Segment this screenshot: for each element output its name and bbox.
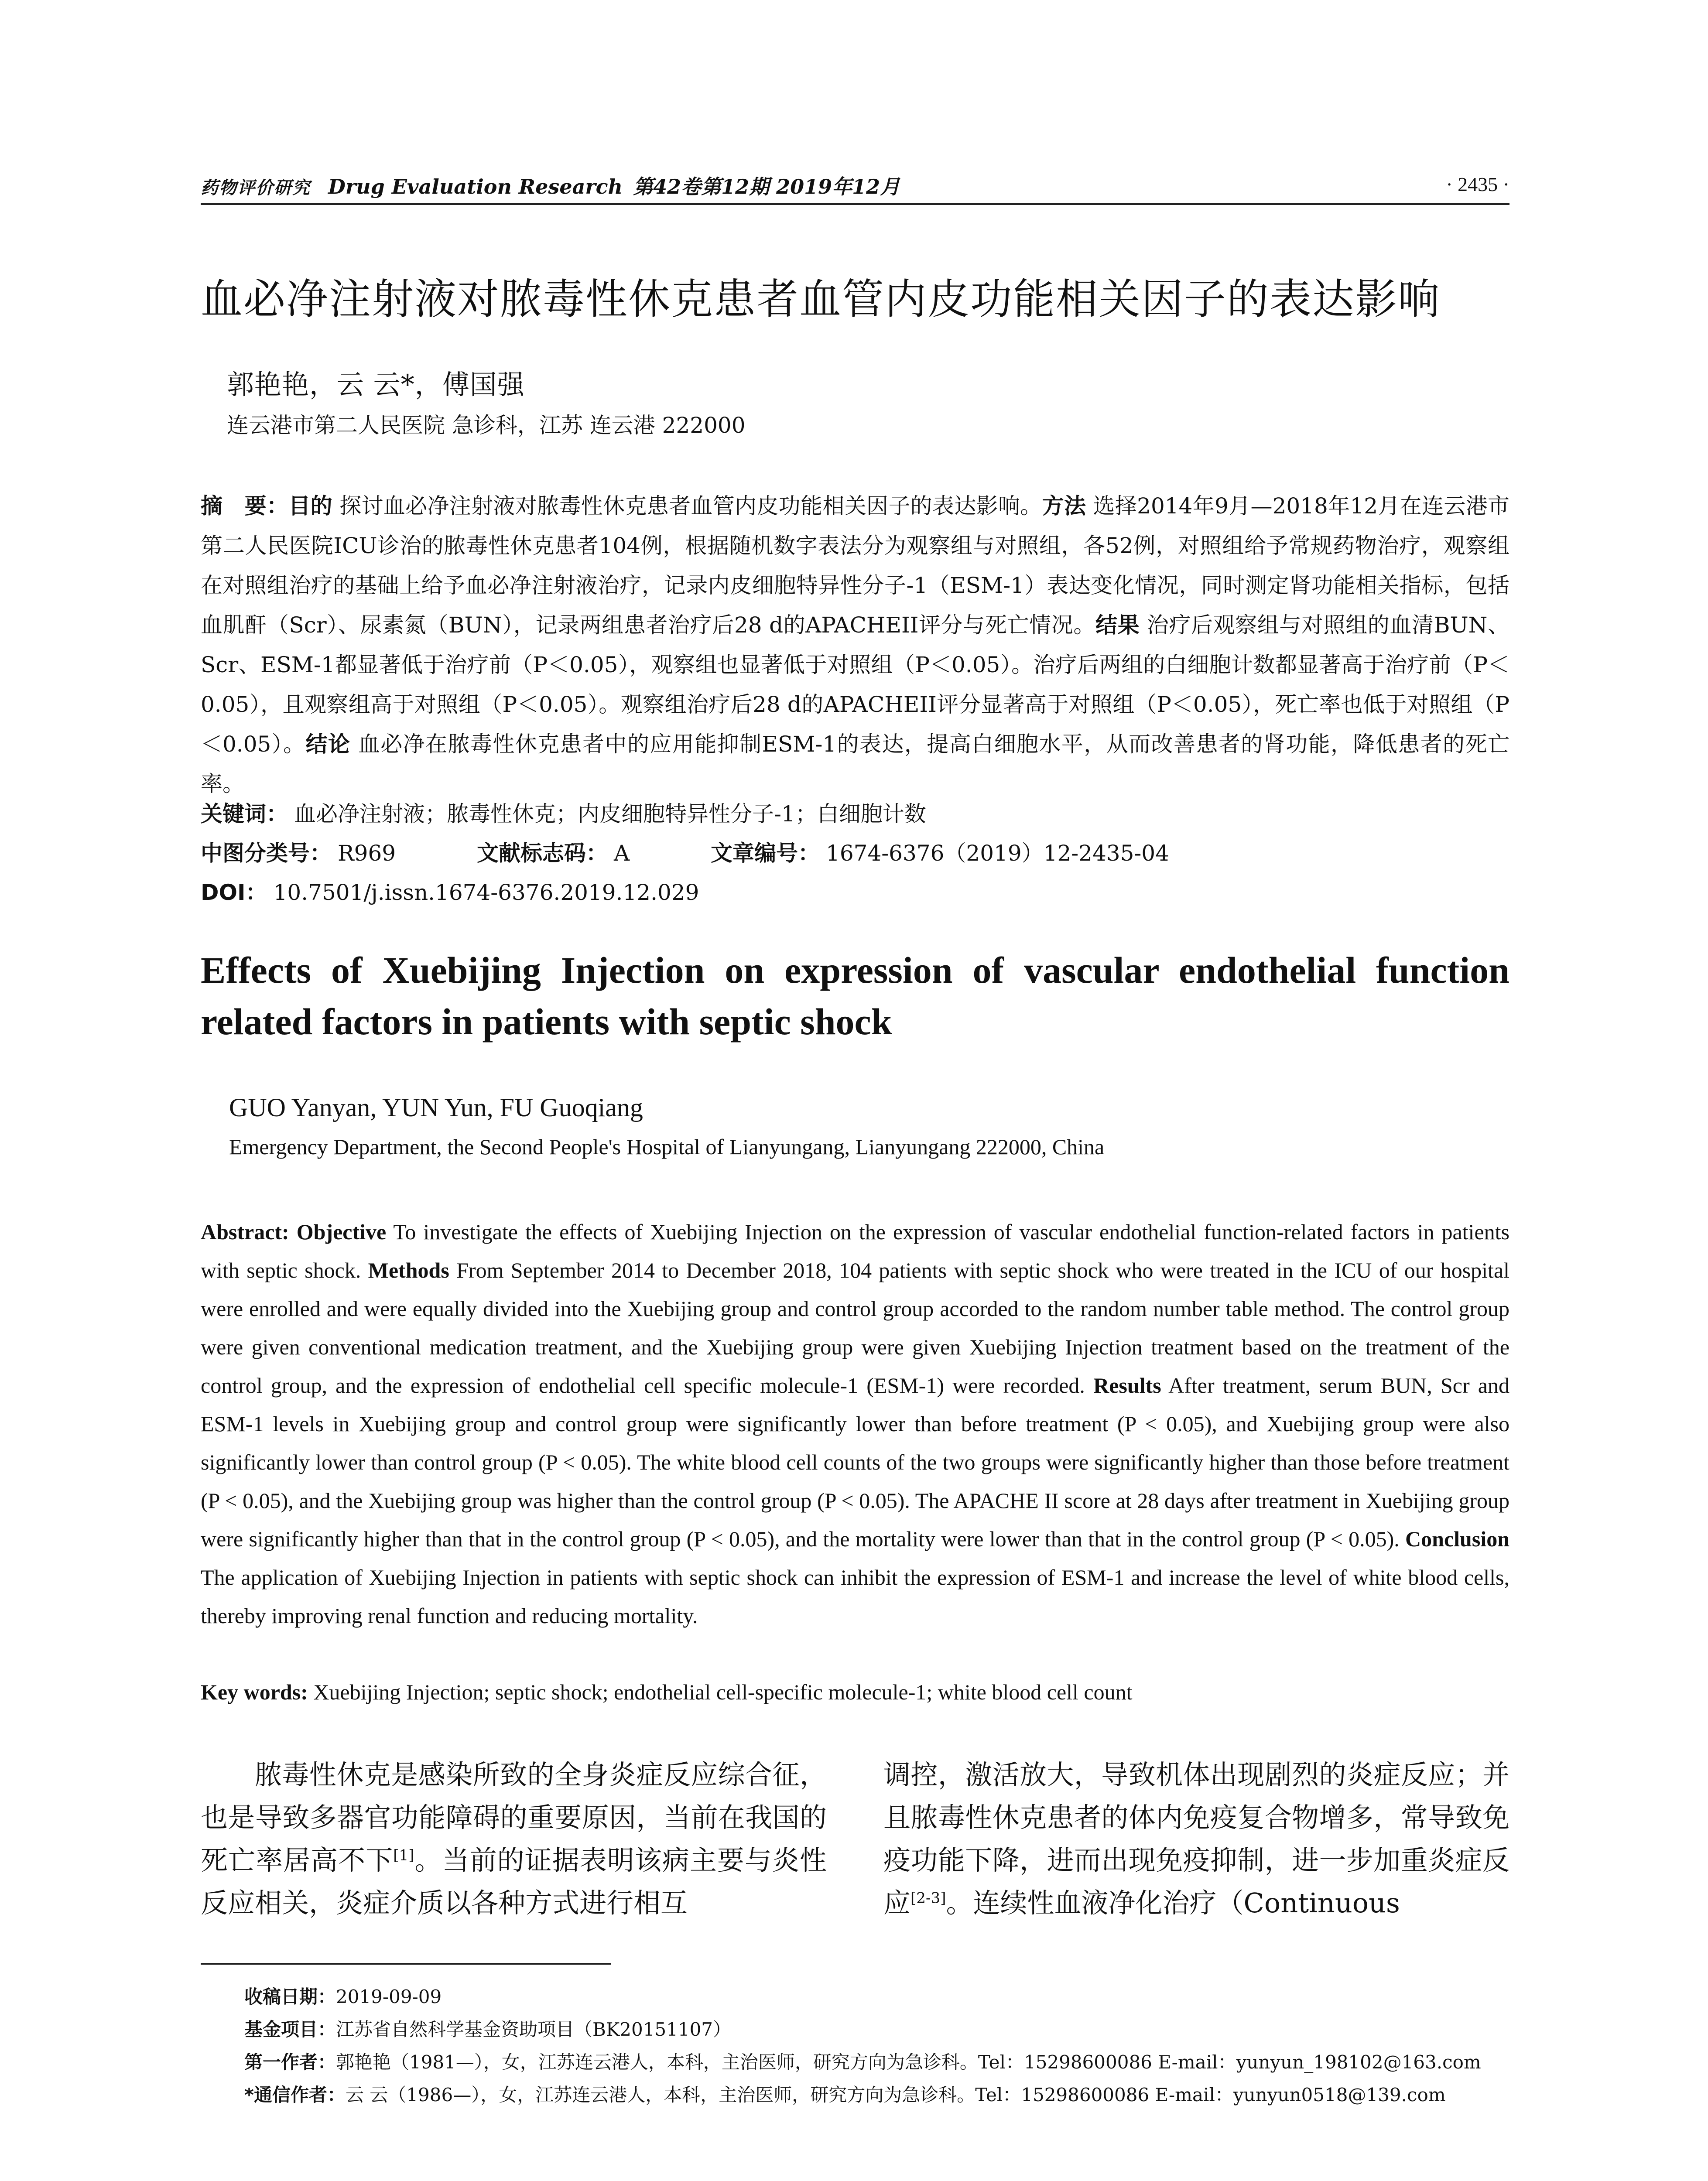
authors-en: GUO Yanyan, YUN Yun, FU Guoqiang bbox=[229, 1093, 643, 1122]
affiliation-cn: 连云港市第二人民医院 急诊科，江苏 连云港 222000 bbox=[227, 413, 746, 438]
body-left-text-a: 脓毒性休克是感染所致的全身炎症反应综合征，也是导致多器官功能障碍的重要原因，当前在我国的死亡率居高不下 bbox=[201, 1759, 827, 1876]
keywords-cn bbox=[201, 797, 926, 828]
footnote-rule bbox=[201, 1963, 611, 1965]
authors-cn: 郭艳艳，云 云*，傅国强 bbox=[227, 369, 525, 400]
keywords-cn-label: 关键词： bbox=[201, 801, 288, 827]
corresponding-label: *通信作者： bbox=[244, 2084, 346, 2106]
received-label: 收稿日期： bbox=[244, 1986, 336, 2007]
first-author-label: 第一作者： bbox=[244, 2051, 336, 2073]
affiliation-en: Emergency Department, the Second People's Hospital of Lianyungang, Lianyungang 222000, China bbox=[229, 1135, 1105, 1159]
title-cn: 血必净注射液对脓毒性休克患者血管内皮功能相关因子的表达影响 bbox=[201, 275, 1441, 324]
citation-1: [1] bbox=[393, 1846, 414, 1864]
article-number-value: 1674-6376（2019）12-2435-04 bbox=[826, 841, 1169, 866]
running-header bbox=[201, 171, 1509, 202]
received-date: 2019-09-09 bbox=[336, 1986, 442, 2007]
methods-en-label: Methods bbox=[368, 1258, 449, 1282]
body-column-left bbox=[201, 1754, 827, 1925]
objective-en-label: Objective bbox=[296, 1220, 387, 1244]
classification-line bbox=[201, 836, 1169, 867]
keywords-en-text: Xuebijing Injection; septic shock; endothelial cell-specific molecule-1; white blood cell count bbox=[313, 1680, 1133, 1704]
objective-en-text: To investigate the effects of Xuebijing Injection on the expression of vascular endothelial function-related factors in patients with septic shock. bbox=[201, 1220, 1509, 1282]
abstract-en bbox=[201, 1213, 1509, 1635]
doi-label: DOI： bbox=[201, 880, 267, 905]
abstract-cn-label: 摘 要： bbox=[201, 493, 289, 519]
keywords-en-label: Key words: bbox=[201, 1680, 308, 1704]
journal-logo: 药物评价研究 bbox=[201, 178, 311, 198]
page-number: · 2435 · bbox=[1446, 173, 1509, 195]
first-author-text: 郭艳艳（1981—），女，江苏连云港人，本科，主治医师，研究方向为急诊科。Tel：15298600086 E-mail：yunyun_198102@163.com bbox=[336, 2051, 1481, 2073]
methods-en-text: From September 2014 to December 2018, 104 patients with septic shock who were treated in the ICU of our hospital were enrolled and were equally divided into the Xuebijing group and control group accorded to the random number table method. The control group were given conventional medication treatment, and the Xuebijing group were given Xuebijing Injection treatment based on the treatment of the control group, and the expression of endothelial cell specific molecule-1 (ESM-1) were recorded. bbox=[201, 1258, 1510, 1398]
doi-line bbox=[201, 875, 699, 906]
abstract-en-label: Abstract: bbox=[201, 1220, 289, 1244]
doc-code-label: 文献标志码： bbox=[477, 841, 608, 866]
conclusion-en-label: Conclusion bbox=[1405, 1527, 1510, 1551]
results-en-label: Results bbox=[1093, 1373, 1161, 1398]
footnote-corresponding bbox=[244, 2081, 1446, 2107]
body-left-text-b: 。当前的证据表明该病主要与炎性反应相关，炎症介质以各种方式进行相互 bbox=[201, 1844, 827, 1919]
objective-cn-text: 探讨血必净注射液对脓毒性休克患者血管内皮功能相关因子的表达影响。 bbox=[339, 493, 1042, 519]
methods-cn-label: 方法 bbox=[1042, 493, 1086, 519]
conclusion-cn-text: 血必净在脓毒性休克患者中的应用能抑制ESM-1的表达，提高白细胞水平，从而改善患者的肾功能，降低患者的死亡率。 bbox=[201, 732, 1510, 797]
footnote-first-author bbox=[244, 2048, 1481, 2074]
keywords-cn-text: 血必净注射液；脓毒性休克；内皮细胞特异性分子-1；白细胞计数 bbox=[294, 801, 926, 827]
fund-label: 基金项目： bbox=[244, 2019, 336, 2040]
body-right-text-a: 调控，激活放大，导致机体出现剧烈的炎症反应；并且脓毒性休克患者的体内免疫复合物增多，常导致免疫功能下降，进而出现免疫抑制，进一步加重炎症反应 bbox=[883, 1759, 1509, 1919]
doc-code-value: A bbox=[614, 841, 630, 866]
citation-2-3: [2-3] bbox=[910, 1889, 946, 1907]
conclusion-cn-label: 结论 bbox=[305, 732, 351, 757]
objective-cn-label: 目的 bbox=[288, 493, 332, 519]
conclusion-en-text: The application of Xuebijing Injection in patients with septic shock can inhibit the expression of ESM-1 and increase the level of white blood cells, thereby improving renal function and reducing mortality. bbox=[201, 1565, 1509, 1628]
body-right-text-b: 。连续性血液净化治疗（Continuous bbox=[946, 1887, 1400, 1919]
clc-value: R969 bbox=[338, 841, 396, 866]
body-column-right bbox=[883, 1754, 1509, 1925]
issue-info: 第42卷第12期 2019年12月 bbox=[633, 175, 900, 198]
corresponding-text: 云 云（1986—），女，江苏连云港人，本科，主治医师，研究方向为急诊科。Tel：15298600086 E-mail：yunyun0518@139.com bbox=[345, 2084, 1446, 2106]
results-cn-text: 治疗后观察组与对照组的血清BUN、Scr、ESM-1都显著低于治疗前（P＜0.05），观察组也显著低于对照组（P＜0.05）。治疗后两组的白细胞计数都显著高于治疗前（P＜0.05），且观察组高于对照组（P＜0.05）。观察组治疗后28 d的APACHEII评分显著高于对照组（P＜0.05），死亡率也低于对照组（P＜0.05）。 bbox=[201, 612, 1509, 757]
footnote-fund bbox=[244, 2015, 731, 2041]
header-rule bbox=[201, 203, 1509, 205]
journal-name-en: Drug Evaluation Research bbox=[328, 175, 623, 198]
results-en-text: After treatment, serum BUN, Scr and ESM-1 levels in Xuebijing group and control group were significantly lower than before treatment (P < 0.05), and Xuebijing group were also significantly lower than control group (P < 0.05). The white blood cell counts of the two groups were significantly higher than those before treatment (P < 0.05), and the Xuebijing group was higher than the control group (P < 0.05). The APACHE II score at 28 days after treatment in Xuebijing group were significantly higher than that in the control group (P < 0.05), and the mortality were lower than that in the control group (P < 0.05). bbox=[201, 1373, 1510, 1551]
results-cn-label: 结果 bbox=[1095, 612, 1140, 638]
journal-info bbox=[201, 171, 900, 200]
title-en: Effects of Xuebijing Injection on expression of vascular endothelial function related factors in patients with septic shock bbox=[201, 949, 1509, 1043]
keywords-en bbox=[201, 1679, 1509, 1705]
fund-text: 江苏省自然科学基金资助项目（BK20151107） bbox=[336, 2019, 732, 2040]
abstract-cn bbox=[201, 486, 1509, 804]
methods-cn-text: 选择2014年9月—2018年12月在连云港市第二人民医院ICU诊治的脓毒性休克患者104例，根据随机数字表法分为观察组与对照组，各52例，对照组给予常规药物治疗，观察组在对照组治疗的基础上给予血必净注射液治疗，记录内皮细胞特异性分子-1（ESM-1）表达变化情况，同时测定肾功能相关指标，包括血肌酐（Scr）、尿素氮（BUN），记录两组患者治疗后28 d的APACHEII评分与死亡情况。 bbox=[201, 493, 1510, 638]
doi-value: 10.7501/j.issn.1674-6376.2019.12.029 bbox=[273, 880, 699, 905]
clc-label: 中图分类号： bbox=[201, 841, 332, 866]
article-number-label: 文章编号： bbox=[711, 841, 820, 866]
footnote-received bbox=[244, 1983, 442, 2009]
